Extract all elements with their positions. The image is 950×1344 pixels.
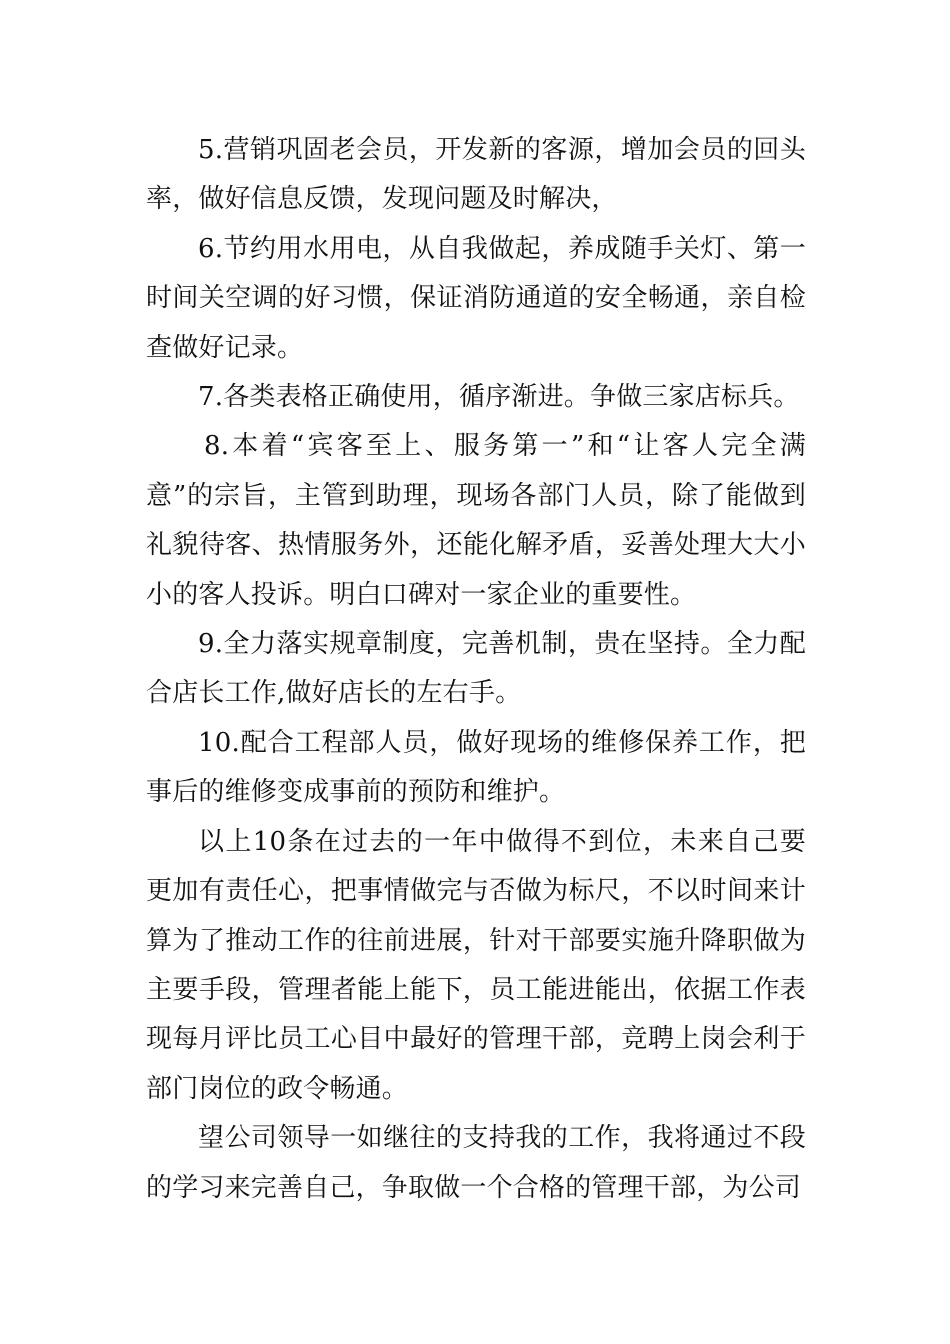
paragraph-summary: 以上10条在过去的一年中做得不到位，未来自己要更加有责任心，把事情做完与否做为标尺，不以时间来计算为了推动工作的往前进展，针对干部要实施升降职做为主要手段，管理者能上能下，员工能进能出，依据工作表现每月评比员工心目中最好的管理干部，竞聘上岗会利于部门岗位的政令畅通。: [146, 826, 806, 1104]
paragraph-item-6: 6.节约用水用电，从自我做起，养成随手关灯、第一时间关空调的好习惯，保证消防通道的安全畅通，亲自检查做好记录。: [146, 233, 806, 363]
document-body: [146, 126, 806, 1213]
paragraph-closing: 望公司领导一如继往的支持我的工作，我将通过不段的学习来完善自己，争取做一个合格的管理干部，为公司: [146, 1123, 806, 1203]
paragraph-item-5: 5.营销巩固老会员，开发新的客源，增加会员的回头率，做好信息反馈，发现问题及时解决，: [146, 135, 806, 215]
paragraph-item-9: 9.全力落实规章制度，完善机制，贵在坚持。全力配合店长工作,做好店长的左右手。: [146, 629, 806, 709]
paragraph-item-8: 8.本着“宾客至上、服务第一”和“让客人完全满意”的宗旨，主管到助理，现场各部门人员，除了能做到礼貌待客、热情服务外，还能化解矛盾，妥善处理大大小小的客人投诉。明白口碑对一家企业的重要性。: [146, 431, 806, 610]
paragraph-item-10: 10.配合工程部人员，做好现场的维修保养工作，把事后的维修变成事前的预防和维护。: [146, 727, 806, 808]
paragraph-item-7: 7.各类表格正确使用，循序渐进。争做三家店标兵。: [198, 382, 800, 413]
